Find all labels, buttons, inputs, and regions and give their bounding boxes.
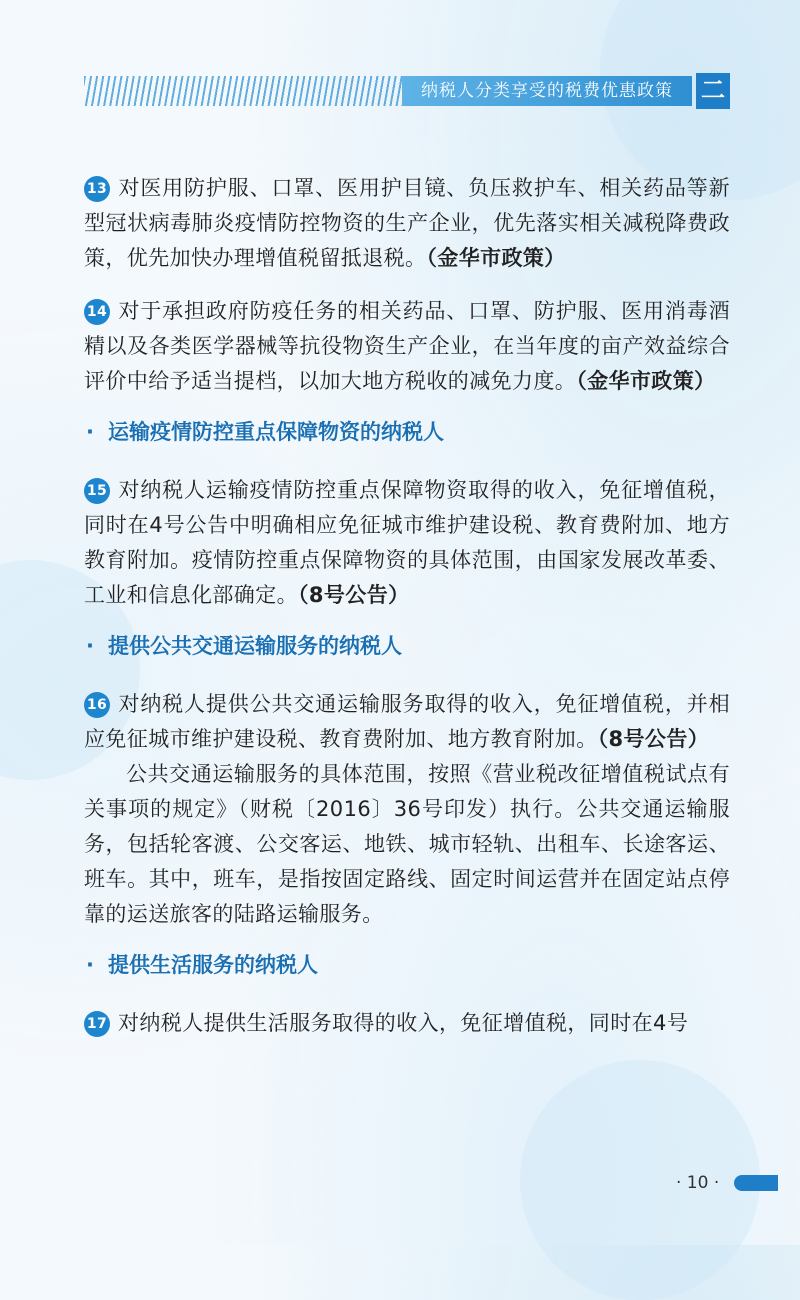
bullet-dot: · [86,420,94,444]
bullet-dot: · [86,634,94,658]
item-14 [84,294,730,399]
item-number-badge: 13 [84,176,110,202]
page-number: · 10 · [676,1173,720,1193]
item-text: 对于承担政府防疫任务的相关药品、口罩、防护服、医用消毒酒精以及各类医学器械等抗役物资生产企业，在当年度的亩产效益综合评价中给予适当提档，以加大地方税收的减免力度。 [84,299,730,393]
item-source: （金华市政策） [576,369,716,393]
item-source: （8号公告） [298,583,410,607]
section-title: 提供公共交通运输服务的纳税人 [108,634,402,658]
section-heading [84,417,730,447]
page-footer [676,1170,776,1196]
header-title: 纳税人分类享受的税费优惠政策 [402,76,692,106]
item-text: 对纳税人运输疫情防控重点保障物资取得的收入，免征增值税，同时在4号公告中明确相应免征城市维护建设税、教育费附加、地方教育附加。疫情防控重点保障物资的具体范围，由国家发展改革委、工业和信息化部确定。 [84,478,730,607]
footer-tab [734,1175,778,1191]
item-text: 对医用防护服、口罩、医用护目镜、负压救护车、相关药品等新型冠状病毒肺炎疫情防控物资的生产企业，优先落实相关减税降费政策，优先加快办理增值税留抵退税。 [84,176,730,270]
item-number-badge: 16 [84,692,110,718]
section-title: 提供生活服务的纳税人 [108,953,318,977]
section-title: 运输疫情防控重点保障物资的纳税人 [108,420,444,444]
item-source: （金华市政策） [426,246,566,270]
item-16 [84,687,730,757]
item-17 [84,1006,730,1041]
item-15 [84,473,730,613]
item-16-detail: 公共交通运输服务的具体范围，按照《营业税改征增值税试点有关事项的规定》（财税〔2016〕36号印发）执行。公共交通运输服务，包括轮客渡、公交客运、地铁、城市轻轨、出租车、长途客运、班车。其中，班车，是指按固定路线、固定时间运营并在固定站点停靠的运送旅客的陆路运输服务。 [84,762,730,926]
item-text: 对纳税人提供公共交通运输服务取得的收入，免征增值税，并相应免征城市维护建设税、教育费附加、地方教育附加。 [84,692,730,751]
section-heading [84,950,730,980]
chapter-header [84,76,728,106]
item-number-badge: 14 [84,299,110,325]
item-number-badge: 15 [84,478,110,504]
main-content [84,171,730,1059]
item-source: （8号公告） [597,727,710,751]
section-number: 二 [696,73,730,109]
header-stripes [84,76,402,106]
bullet-dot: · [86,953,94,977]
item-text: 对纳税人提供生活服务取得的收入，免征增值税，同时在4号 [118,1011,689,1035]
item-number-badge: 17 [84,1011,110,1037]
item-13 [84,171,730,276]
section-heading [84,631,730,661]
